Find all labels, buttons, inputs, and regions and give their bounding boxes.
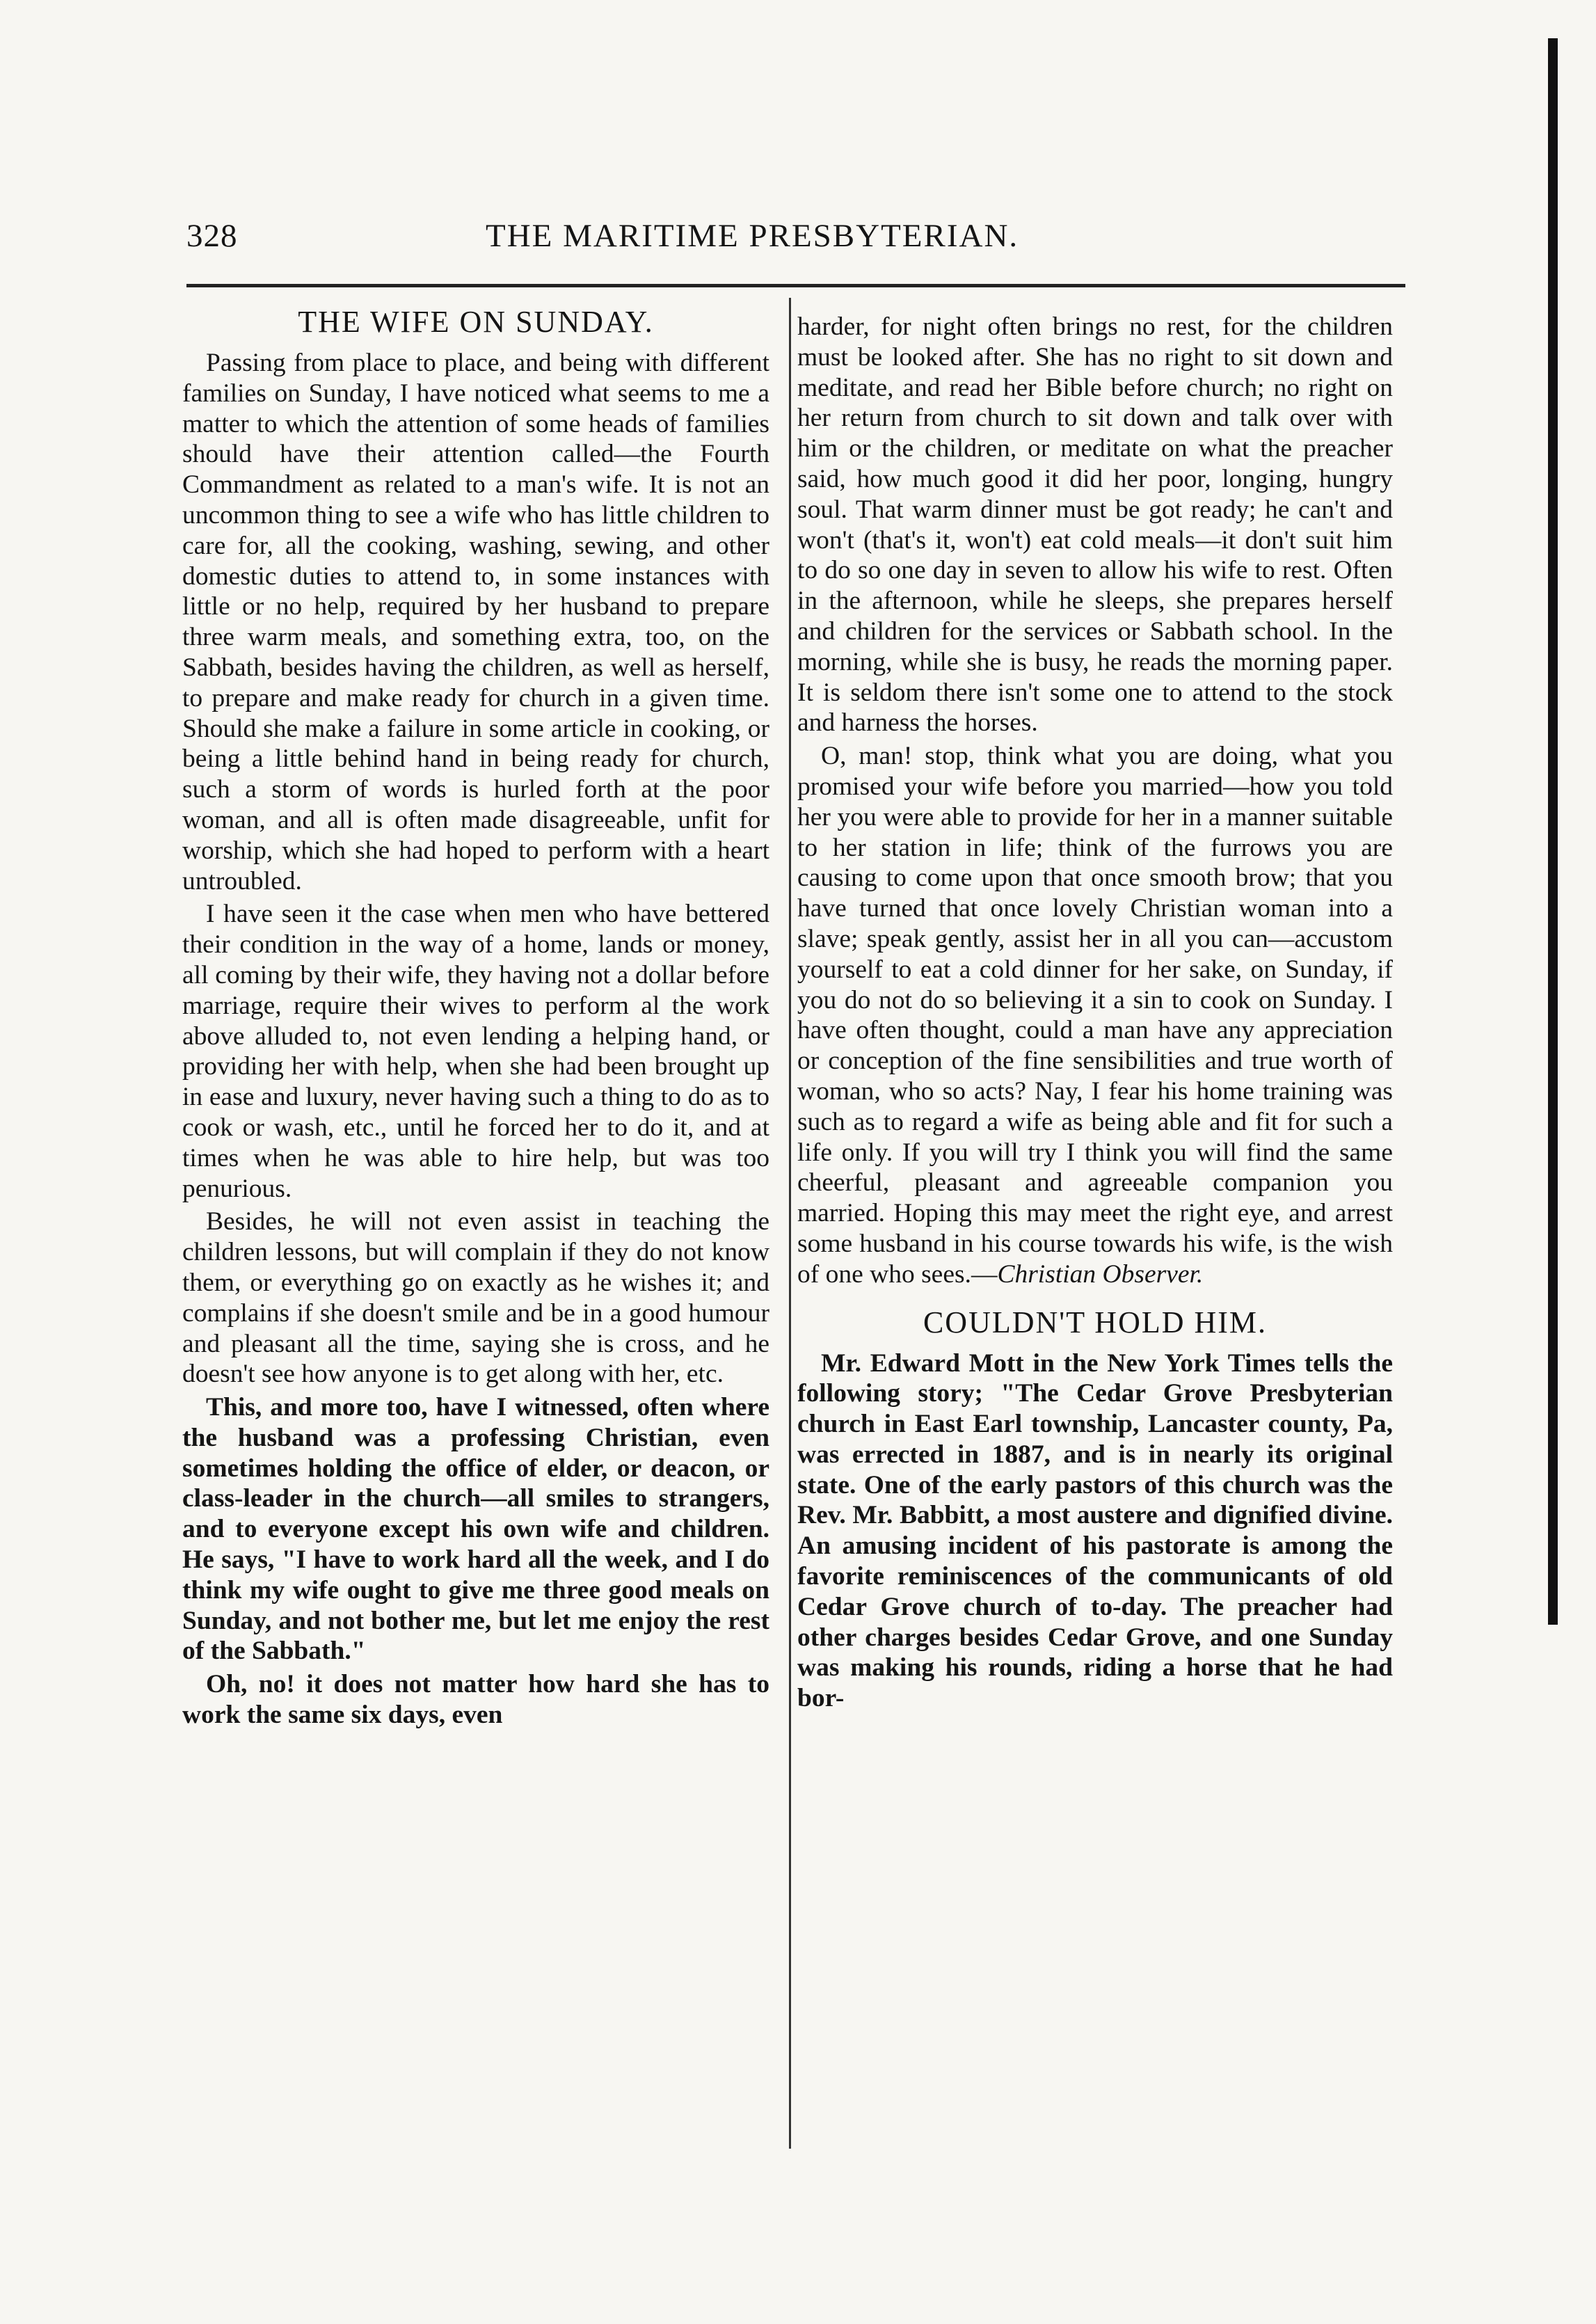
running-head — [186, 217, 1404, 266]
article-paragraph-text: O, man! stop, think what you are doing, what you promised your wife before you married—how you told her you were able to provide for her in a manner suitable to her station in life; think of the furrows you are causing to come upon that once smooth brow; that you have turned that once lovely Christian woman into a slave; speak gently, assist her in all you can—accustom yourself to eat a cold dinner for her sake, on Sunday, if you do not do so believing it a sin to cook on Sunday. I have often thought, could a man have any appreciation or conception of the fine sensibilities and true worth of woman, who so acts? Nay, I fear his home training was such as to regard a wife as being able and fit for such a life only. If you will try I think you will find the same cheerful, pleasant and agreeable companion you married. Hoping this may meet the right eye, and arrest some husband in his course towards his wife, is the wish of one who sees.— — [797, 742, 1393, 1289]
article-title-couldnt-hold-him: COULDN'T HOLD HIM. — [923, 1305, 1268, 1339]
article-paragraph: I have seen it the case when men who have bettered their condition in the way of a home, lands or money, all coming by their wife, they having not a dollar before marriage, require their wives to perform al the work above alluded to, not even lending a helping hand, or providing her with help, when she had been brought up in ease and luxury, never having such a thing to do as to cook or wash, etc., until he forced her to do it, and at times when he was able to hire help, but was too penurious. — [182, 900, 769, 1203]
article-paragraph-continuation: harder, for night often brings no rest, for the children must be looked after. She has no right to sit down and meditate, and read her Bible before church; no right on her return from church to sit down and talk over with him or the children, or meditate on what the preacher said, how much good it did her poor, longing, hungry soul. That warm dinner must be got ready; he can't and won't (that's it, won't) eat cold meals—it don't suit him to do so one day in seven to allow his wife to rest. Often in the afternoon, while he sleeps, she prepares herself and children for the services or Sabbath school. In the morning, while she is busy, he reads the morning paper. It is seldom there isn't some one to attend to the stock and harness the horses. — [797, 312, 1393, 738]
journal-title: THE MARITIME PRESBYTERIAN. — [486, 218, 1019, 254]
left-column — [182, 305, 769, 1733]
article-paragraph: Mr. Edward Mott in the New York Times tells the following story; "The Cedar Grove Presbyterian church in East Earl township, Lancaster county, Pa, was errected in 1887, and is in nearly its original state. One of the early pastors of this church was the Rev. Mr. Babbitt, a most austere and dignified divine. An amusing incident of his pastorate is among the favorite reminiscences of the communicants of old Cedar Grove church of to-day. The preacher had other charges besides Cedar Grove, and one Sunday was making his rounds, riding a horse that he had bor- — [797, 1348, 1393, 1713]
article-paragraph-continued: Oh, no! it does not matter how hard she has to work the same six days, even — [182, 1670, 769, 1730]
article-signature: Christian Observer. — [997, 1259, 1204, 1289]
header-rule — [186, 284, 1405, 287]
article-paragraph — [797, 741, 1393, 1289]
scan-edge-bar — [1548, 38, 1558, 1625]
page-number: 328 — [186, 218, 238, 254]
article-paragraph: This, and more too, have I witnessed, often where the husband was a professing Christian, even sometimes holding the office of elder, or deacon, or class-leader in the church—all smiles to strangers, and to everyone except his own wife and children. He says, "I have to work hard all the week, and I do think my wife ought to give me three good meals on Sunday, and not bother me, but let me enjoy the rest of the Sabbath." — [182, 1393, 769, 1666]
column-divider — [789, 298, 791, 2149]
article-paragraph: Besides, he will not even assist in teaching the children lessons, but will complain if they do not know them, or everything go on exactly as he wishes it; and complains if she doesn't smile and be in a good humour and pleasant all the time, saying she is cross, and he doesn't see how anyone is to get along with her, etc. — [182, 1207, 769, 1389]
right-column — [797, 312, 1393, 1717]
article-title-wife-on-sunday: THE WIFE ON SUNDAY. — [298, 305, 654, 339]
article-paragraph: Passing from place to place, and being with different families on Sunday, I have noticed what seems to me a matter to which the attention of some heads of families should have their attention called—the Fourth Commandment as related to a man's wife. It is not an uncommon thing to see a wife who has little children to care for, all the cooking, washing, sewing, and other domestic duties to attend to, in some instances with little or no help, required by her husband to prepare three warm meals, and something extra, too, on the Sabbath, besides having the children, as well as herself, to prepare and make ready for church in a given time. Should she make a failure in some article in cooking, or being a little behind hand in being ready for church, such a storm of words is hurled forth at the poor woman, and all is often made disagreeable, unfit for worship, which she had hoped to perform with a heart untroubled. — [182, 349, 769, 896]
